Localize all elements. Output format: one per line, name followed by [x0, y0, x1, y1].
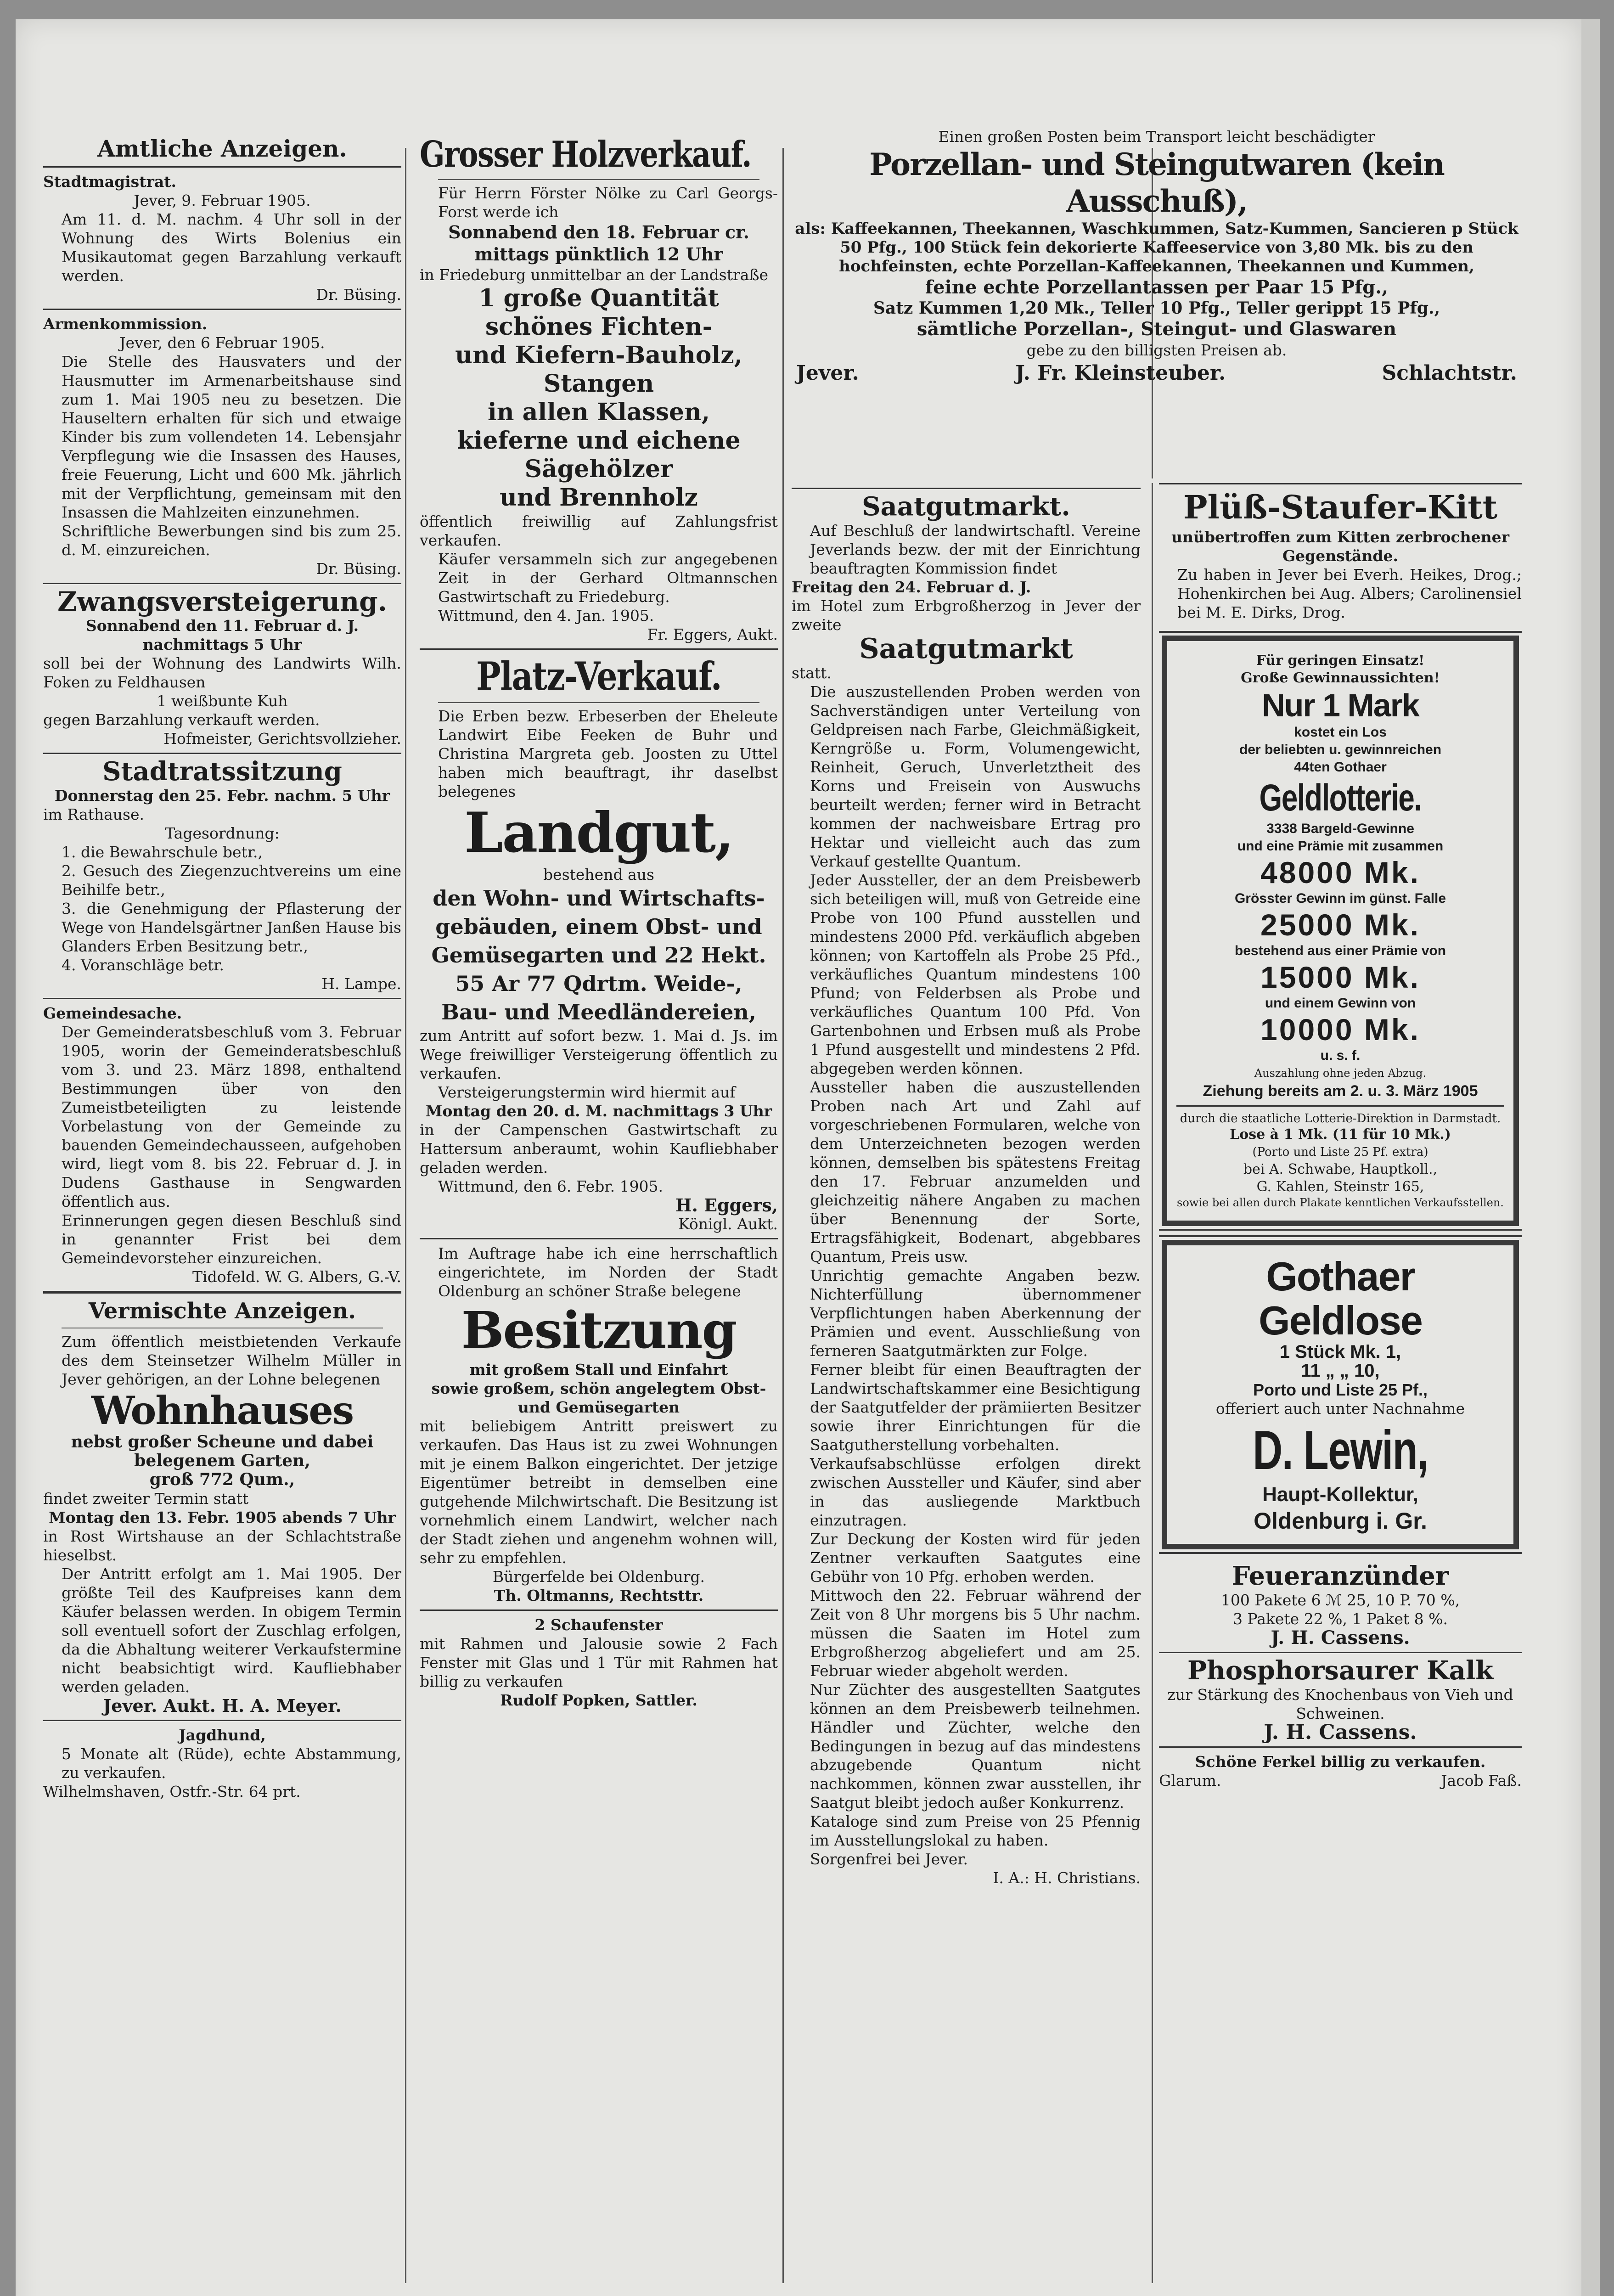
notice-signature: Dr. Büsing.: [316, 560, 401, 578]
divider: [438, 179, 759, 180]
ad-paragraph: Aussteller haben die auszustellenden Proben nach Art und Zahl auf vorgeschriebenen Formularen, welche von dem Unterzeichneten bezogen werden können, demselben bis spätestens Freitag den 17. Februar anzumelden und gleichzeitig nähere Angaben zu machen über Benennung der Sorte, Ertragsfähigkeit, Bodenart, abgebbares Quantum, Preis usw.: [810, 1078, 1141, 1266]
notice-text: Erinnerungen gegen diesen Beschluß sind in genannter Frist bei dem Gemeindevorsteher einzureichen.: [62, 1211, 401, 1267]
notice-text: gegen Barzahlung verkauft werden.: [43, 711, 320, 729]
ad-paragraph: Unrichtig gemachte Angaben bezw. Nichterfüllung übernommener Verpflichtungen haben Aberkennung der Prämien und event. Ausschließung von ferneren Saatgutmärkten zur Folge.: [810, 1266, 1141, 1360]
lottery-amount: 10000 Mk.: [1260, 1013, 1420, 1047]
ad-headline-holzverkauf: Grosser Holzverkauf.: [420, 134, 751, 175]
column-official-notices: [43, 134, 401, 1801]
ad-text: zum Antritt auf sofort bezw. 1. Mai d. Js. im Wege freiwilliger Versteigerung öffentlich zu verkaufen.: [420, 1027, 778, 1082]
ad-text: Auf Beschluß der landwirtschaftl. Vereine Jeverlands bezw. der mit der Einrichtung beauftragten Kommission findet: [810, 522, 1141, 577]
gothaer-headline: Geldlose: [1259, 1298, 1422, 1343]
lottery-price: Nur 1 Mark: [1262, 687, 1419, 723]
ad-paragraph: Ferner bleibt für einen Beauftragten der Landwirtschaftskammer eine Besichtigung der Saatgutfelder der prämiierten Besitzer sowie ihrer Einrichtungen für die Saatgutherstellung vorbehalten.: [810, 1361, 1141, 1454]
ad-signature-row: [792, 360, 1522, 387]
lottery-line: u. s. f.: [1320, 1048, 1361, 1063]
gothaer-line: 11 „ „ 10,: [1301, 1361, 1380, 1381]
divider: [43, 998, 401, 999]
ad-paragraph: Kataloge sind zum Preise von 25 Pfennig im Ausstellungslokal zu haben.: [810, 1812, 1141, 1849]
ad-date: Montag den 20. d. M. nachmittags 3 Uhr: [425, 1102, 772, 1120]
divider: [1159, 1652, 1522, 1653]
ad-headline-phosphor: Phosphorsaurer Kalk: [1187, 1655, 1494, 1686]
ad-heading: Jagdhund,: [179, 1726, 266, 1744]
lottery-draw-date: Ziehung bereits am 2. u. 3. März 1905: [1203, 1082, 1478, 1100]
ad-text: 5 Monate alt (Rüde), echte Abstammung, zu verkaufen.: [62, 1745, 401, 1782]
ad-text: 100 Pakete 6 ℳ 25, 10 P. 70 %,: [1220, 1591, 1460, 1609]
ad-signature-name: J. Fr. Kleinsteuber.: [1015, 361, 1226, 385]
divider: [1176, 1105, 1504, 1107]
ad-signature-place: Jever.: [796, 361, 859, 385]
divider: [420, 1238, 778, 1239]
ad-headline-platz-verkauf: Platz-Verkauf.: [476, 653, 721, 699]
ad-date: Sonnabend den 18. Februar cr. mittags pünktlich 12 Uhr: [448, 222, 749, 264]
ad-text: in Rost Wirtshause an der Schlachtstraße hieselbst.: [43, 1527, 401, 1564]
ad-text: Zu haben in Jever bei Everh. Heikes, Drog.; Hohenkirchen bei Aug. Albers; Carolinensiel bei M. E. Dirks, Drog.: [1177, 566, 1522, 621]
section-title-vermischte: Vermischte Anzeigen.: [88, 1298, 356, 1324]
ad-text: Die Erben bezw. Erbeserben der Eheleute Landwirt Eibe Feeken de Buhr und Christina Margreta geb. Joosten zu Uttel haben mich beauftragt, ihr daselbst belegenes: [438, 707, 778, 800]
lottery-line: G. Kahlen, Steinstr 165,: [1256, 1179, 1424, 1195]
notice-text: Der Gemeinderatsbeschluß vom 3. Februar 1905, worin der Gemeinderatsbeschluß vom 3. und 23. März 1898, enthaltend Bestimmungen über von den Zumeistbeteiligten zu leistende Vorbelastung von der Gemeinde zu bauenden Gemeindechausseen, aufgehoben wird, liegt vom 8. bis 22. Februar d. J. in Dudens Gasthause in Sengwarden öffentlich aus.: [62, 1023, 401, 1210]
divider: [43, 166, 401, 168]
lottery-amount: 25000 Mk.: [1260, 908, 1420, 942]
notice-heading: Stadtmagistrat.: [43, 173, 177, 191]
lottery-line: Lose à 1 Mk. (11 für 10 Mk.): [1230, 1126, 1451, 1142]
ad-paragraph: Verkaufsabschlüsse erfolgen direkt zwischen Aussteller und Käufer, sind aber in das ausliegende Marktbuch einzutragen.: [810, 1455, 1141, 1529]
ad-signature: Fr. Eggers, Aukt.: [647, 625, 778, 643]
ad-date: Freitag den 24. Februar d. J.: [792, 578, 1031, 596]
ad-headline-landgut: Landgut,: [464, 800, 733, 865]
lottery-headline: Geldlotterie.: [1259, 777, 1422, 819]
ad-text: in der Campenschen Gastwirtschaft zu Hattersum anberaumt, wohin Kaufliebhaber geladen werden.: [420, 1121, 778, 1176]
ad-text: öffentlich freiwillig auf Zahlungsfrist verkaufen.: [420, 512, 778, 549]
column-rule: [782, 148, 784, 2283]
agenda-item: 2. Gesuch des Ziegenzuchtvereins um eine Beihilfe betr.,: [62, 862, 401, 899]
lottery-line: Für geringen Einsatz!: [1256, 653, 1425, 669]
ad-text: als: Kaffeekannen, Theekannen, Waschkummen, Satz-Kummen, Sancieren p Stück 50 Pfg., 100 Stück fein dekorierte Kaffeeservice von 3,80 Mk. bis zu den hochfeinsten, echte Porzellan-Kaffeekannen, Theekannen und Kummen,: [795, 219, 1518, 276]
notice-heading: Gemeindesache.: [43, 1004, 182, 1022]
column-rule: [405, 148, 406, 2283]
ad-item: Bau- und Meedländereien,: [441, 1000, 756, 1024]
ad-text: Für Herrn Förster Nölke zu Carl Georgs-Forst werde ich: [438, 184, 778, 221]
lottery-line: und einem Gewinn von: [1265, 996, 1416, 1011]
ad-paragraph: Zur Deckung der Kosten wird für jeden Zentner verkauften Saatgutes eine Gebühr von 10 Pfg. erhoben werden.: [810, 1530, 1141, 1586]
lottery-line: sowie bei allen durch Plakate kenntlichen Verkaufsstellen.: [1177, 1196, 1504, 1209]
divider: [43, 309, 401, 310]
notice-heading: Stadtratssitzung: [102, 756, 342, 787]
lottery-line: bestehend aus einer Prämie von: [1234, 943, 1446, 958]
divider: [1159, 483, 1522, 484]
ad-text: bestehend aus: [543, 866, 654, 884]
ad-item: den Wohn- und Wirtschafts-: [433, 886, 765, 911]
lottery-box: [1162, 636, 1519, 1226]
ad-text: Käufer versammeln sich zur angegebenen Zeit in der Gerhard Oltmannschen Gastwirtschaft zu Friedeburg.: [438, 550, 778, 606]
divider: [43, 583, 401, 584]
ad-item: in allen Klassen,: [487, 398, 710, 426]
ad-paragraph: Jeder Aussteller, der an dem Preisbewerb sich beteiligen will, muß von Getreide eine Probe von 100 Pfund ausstellen und mindestens 2000 Pfd. verkäuflich abgeben können; von Kartoffeln als Probe 25 Pfd., verkäufliches Quantum mindestens 100 Pfund; von Felderbsen als Probe und verkäufliches Quantum 100 Pfd. Von Gartenbohnen und Erbsen muß als Probe 1 Pfund ausgestellt und mindestens 2 Pfd. abgegeben werden können.: [810, 871, 1141, 1077]
ad-text: Schöne Ferkel billig zu verkaufen.: [1195, 1753, 1486, 1771]
notice-text: Schriftliche Bewerbungen sind bis zum 25. d. M. einzureichen.: [62, 522, 401, 559]
ad-text: statt.: [792, 664, 832, 682]
notice-heading: Zwangsversteigerung.: [57, 586, 387, 617]
divider: [43, 1291, 401, 1294]
notice-date: Donnerstag den 25. Febr. nachm. 5 Uhr: [54, 787, 390, 805]
ad-signature: J. H. Cassens.: [1264, 1721, 1417, 1744]
ad-text: zur Stärkung des Knochenbaus von Vieh und Schweinen.: [1167, 1686, 1513, 1722]
lottery-line: Auszahlung ohne jeden Abzug.: [1254, 1067, 1427, 1080]
ad-item: Gemüsegarten und 22 Hekt.: [431, 943, 766, 968]
ad-signature: Jever. Aukt. H. A. Meyer.: [103, 1695, 342, 1716]
divider: [1159, 1746, 1522, 1748]
ad-signature: I. A.: H. Christians.: [993, 1869, 1141, 1887]
agenda-item: 4. Voranschläge betr.: [62, 956, 224, 974]
ad-headline: Wohnhauses: [91, 1388, 354, 1433]
divider: [438, 702, 759, 703]
notice-text: im Rathause.: [43, 805, 145, 823]
ad-text: 3 Pakete 22 %, 1 Paket 8 %.: [1233, 1610, 1448, 1628]
ad-subline: groß 772 Qum.,: [149, 1470, 295, 1489]
ad-headline-porzellan: Porzellan- und Steingutwaren (kein Ausschuß),: [869, 146, 1444, 219]
lottery-amount: 48000 Mk.: [1260, 855, 1420, 889]
ad-headline-saatgutmarkt: Saatgutmarkt.: [862, 491, 1070, 522]
ad-text: im Hotel zum Erbgroßherzog in Jever der zweite: [792, 597, 1141, 634]
ad-text: Der Antritt erfolgt am 1. Mai 1905. Der größte Teil des Kaufpreises kann dem Käufer belassen werden. In obigem Termin soll eventuell sofort der Zuschlag erfolgen, da die Abhaltung weiterer Verkaufstermine nicht beabsichtigt wird. Kaufliebhaber werden geladen.: [62, 1565, 401, 1696]
divider: [420, 648, 778, 650]
agenda-item: 1. die Bewahrschule betr.,: [62, 843, 263, 861]
porzellan-ad: [792, 127, 1522, 387]
ad-text: in Friedeburg unmittelbar an der Landstraße: [420, 266, 769, 284]
section-title-amtliche: Amtliche Anzeigen.: [97, 135, 347, 162]
notice-item: 1 weißbunte Kuh: [157, 692, 288, 710]
notice-text: Am 11. d. M. nachm. 4 Uhr soll in der Wohnung des Wirts Bolenius ein Musikautomat gegen Barzahlung verkauft werden.: [62, 210, 401, 285]
ad-text: Im Auftrage habe ich eine herrschaftlich eingerichtete, im Norden der Stadt Oldenburg an schöner Straße belegene: [438, 1244, 778, 1300]
ad-text: mit Rahmen und Jalousie sowie 2 Fach Fenster mit Glas und 1 Tür mit Rahmen hat billig zu verkaufen: [420, 1635, 778, 1690]
ad-item: gebäuden, einem Obst- und: [435, 914, 762, 939]
gothaer-line: offeriert auch unter Nachnahme: [1215, 1400, 1465, 1418]
gothaer-name: D. Lewin,: [1253, 1419, 1428, 1481]
notice-date: Jever, 9. Februar 1905.: [134, 191, 311, 209]
ad-date: Wittmund, den 6. Febr. 1905.: [438, 1177, 664, 1195]
ad-heading: 2 Schaufenster: [534, 1616, 663, 1634]
divider: [420, 1609, 778, 1611]
gothaer-line: Oldenburg i. Gr.: [1254, 1508, 1427, 1534]
ad-signature: Rudolf Popken, Sattler.: [500, 1691, 697, 1709]
column-rule: [1152, 483, 1153, 2283]
lottery-line: bei A. Schwabe, Hauptkoll.,: [1243, 1161, 1438, 1177]
ad-item: mit großem Stall und Einfahrt: [469, 1361, 728, 1379]
ad-paragraph: Die auszustellenden Proben werden von Sachverständigen unter Verteilung von Geldpreisen nach Farbe, Gleichmäßigkeit, Kerngröße u. Form, Volumengewicht, Reinheit, Geruch, Unverletztheit des Korns und Freisein von Auswuchs beurteilt werden; ferner wird in Betracht kommen der nachweisbare Ertrag pro Hektar und vielleicht auch das zum Verkauf gestellte Quantum.: [810, 683, 1141, 870]
ad-item: Sägehölzer: [524, 455, 673, 483]
lottery-line: (Porto und Liste 25 Pf. extra): [1252, 1145, 1428, 1159]
ad-item: 1 große Quantität: [478, 284, 719, 312]
gothaer-line: Porto und Liste 25 Pf.,: [1253, 1380, 1428, 1399]
lottery-line: der beliebten u. gewinnreichen: [1239, 742, 1442, 757]
lottery-line: durch die staatliche Lotterie-Direktion in Darmstadt.: [1180, 1112, 1501, 1125]
ad-headline-besitzung: Besitzung: [461, 1300, 737, 1360]
ad-paragraph: Mittwoch den 22. Februar während der Zeit von 8 Uhr morgens bis 5 Uhr nachm. müssen die Saaten im Hotel zum Erbgroßherzog abgeliefert und am 25. Februar wieder abgeholt werden.: [810, 1587, 1141, 1680]
ad-headline: Saatgutmarkt: [859, 633, 1073, 665]
gothaer-line: Haupt-Kollektur,: [1262, 1483, 1418, 1506]
ad-item: sämtliche Porzellan-, Steingut- und Glaswaren: [917, 318, 1397, 340]
lottery-line: Große Gewinnaussichten!: [1241, 670, 1440, 686]
column-saatgutmarkt: [792, 483, 1141, 1887]
ad-headline-kitt: Plüß-Staufer-Kitt: [1183, 488, 1498, 526]
lottery-line: 3338 Bargeld-Gewinne: [1266, 821, 1414, 836]
notice-signature: Dr. Büsing.: [316, 286, 401, 304]
lottery-line: Grösster Gewinn im günst. Falle: [1234, 891, 1446, 906]
divider: [43, 753, 401, 754]
ad-preline: Einen großen Posten beim Transport leicht beschädigter: [938, 128, 1375, 146]
ad-text: mit beliebigem Antritt preiswert zu verkaufen. Das Haus ist zu zwei Wohnungen mit je einem Balkon eingerichtet. Der jetzige Eigentümer betreibt in demselben eine gutgehende Milchwirtschaft. Die Besitzung ist vornehmlich einem Landwirt, welcher nach der Stadt ziehen und angenehm wohnen will, sehr zu empfehlen.: [420, 1417, 778, 1567]
agenda-title: Tagesordnung:: [165, 824, 280, 842]
ad-text: findet zweiter Termin statt: [43, 1490, 249, 1508]
notice-heading: Armenkommission.: [43, 315, 208, 333]
ad-item: und Kiefern-Bauholz,: [455, 341, 742, 369]
ad-item: und Brennholz: [500, 484, 698, 512]
ad-item: 55 Ar 77 Qdrtm. Weide-,: [455, 971, 742, 996]
ad-item: sowie großem, schön angelegtem Obst- und Gemüsegarten: [431, 1379, 766, 1416]
ad-signature-street: Schlachtstr.: [1382, 361, 1517, 385]
ad-place: Glarum.: [1159, 1772, 1221, 1790]
gothaer-line: 1 Stück Mk. 1,: [1279, 1342, 1401, 1362]
notice-text: soll bei der Wohnung des Landwirts Wilh. Foken zu Feldhausen: [43, 654, 401, 691]
ad-text: gebe zu den billigsten Preisen ab.: [1026, 341, 1287, 359]
ad-signature: Jacob Faß.: [1441, 1772, 1522, 1790]
ad-item: Stangen: [543, 370, 654, 398]
notice-text: Die Stelle des Hausvaters und der Hausmutter im Armenarbeitshause sind zum 1. Mai 1905 neu zu besetzen. Die Hauseltern erhalten für sich und etwaige Kinder bis zum vollendeten 14. Lebensjahr Verpflegung wie die Insassen des Hauses, freie Feuerung, Licht und 600 Mk. jährlich mit der Verpflichtung, gemeinsam mit den Insassen die Mahlzeiten einzunehmen.: [62, 353, 401, 521]
lottery-line: 44ten Gothaer: [1294, 760, 1387, 775]
ad-item: schönes Fichten-: [485, 313, 713, 341]
ad-headline-feueranzuender: Feueranzünder: [1232, 1561, 1449, 1591]
ad-text: Wilhelmshaven, Ostfr.-Str. 64 prt.: [43, 1783, 301, 1801]
notice-signature: Hofmeister, Gerichtsvollzieher.: [163, 730, 401, 748]
ad-place: Sorgenfrei bei Jever.: [810, 1850, 968, 1868]
notice-date: Sonnabend den 11. Februar d. J. nachmittags 5 Uhr: [85, 617, 359, 653]
notice-signature: Tidofeld. W. G. Albers, G.-V.: [192, 1268, 401, 1286]
ad-subline: unübertroffen zum Kitten zerbrochener Gegenstände.: [1171, 528, 1509, 565]
notice-date: Jever, den 6 Februar 1905.: [119, 334, 325, 352]
ad-signature: Th. Oltmanns, Rechtsttr.: [494, 1587, 704, 1604]
ad-item: feine echte Porzellantassen per Paar 15 Pfg.,: [925, 276, 1389, 298]
lottery-line: kostet ein Los: [1294, 725, 1387, 740]
ad-text: Zum öffentlich meistbietenden Verkaufe des dem Steinsetzer Wilhelm Müller in Jever gehörigen, an der Lohne belegenen: [62, 1333, 401, 1388]
lottery-amount: 15000 Mk.: [1260, 960, 1420, 994]
ad-item: kieferne und eichene: [457, 427, 741, 455]
notice-signature: H. Lampe.: [321, 975, 401, 993]
ad-item: Satz Kummen 1,20 Mk., Teller 10 Pfg., Teller gerippt 15 Pfg.,: [873, 298, 1440, 318]
gothaer-box: [1162, 1240, 1519, 1549]
lottery-line: und eine Prämie mit zusammen: [1237, 838, 1444, 854]
ad-date: Montag den 13. Febr. 1905 abends 7 Uhr: [49, 1508, 396, 1526]
ad-signature: J. H. Cassens.: [1271, 1627, 1410, 1649]
ad-signature-row: [1159, 1771, 1522, 1790]
ad-signature: H. Eggers,: [675, 1195, 778, 1216]
gothaer-headline: Gothaer: [1266, 1254, 1415, 1299]
column-auctions: [420, 134, 778, 1710]
ad-text: Versteigerungstermin wird hiermit auf: [438, 1083, 736, 1101]
agenda-item: 3. die Genehmigung der Pflasterung der Wege von Handelsgärtner Janßen Hause bis Glanders Erben Besitzung betr.,: [62, 900, 401, 955]
divider: [43, 1720, 401, 1721]
ad-place: Bürgerfelde bei Oldenburg.: [492, 1568, 705, 1586]
column-lottery-ads: [1159, 478, 1522, 1790]
ad-date: Wittmund, den 4. Jan. 1905.: [438, 607, 654, 625]
ad-subline: nebst großer Scheune und dabei belegenem Garten,: [71, 1432, 374, 1470]
ad-signature: Königl. Aukt.: [678, 1215, 778, 1233]
ad-paragraph: Nur Züchter des ausgestellten Saatgutes können an dem Preisbewerb teilnehmen. Händler und Züchter, welche den Bedingungen in bezug auf das mindestens abzugebende Quantum nicht nachkommen, können zwar ausstellen, ihr Saatgut bleibt jedoch außer Konkurrenz.: [810, 1681, 1141, 1812]
divider: [792, 488, 1141, 489]
newspaper-page: [16, 19, 1600, 2296]
